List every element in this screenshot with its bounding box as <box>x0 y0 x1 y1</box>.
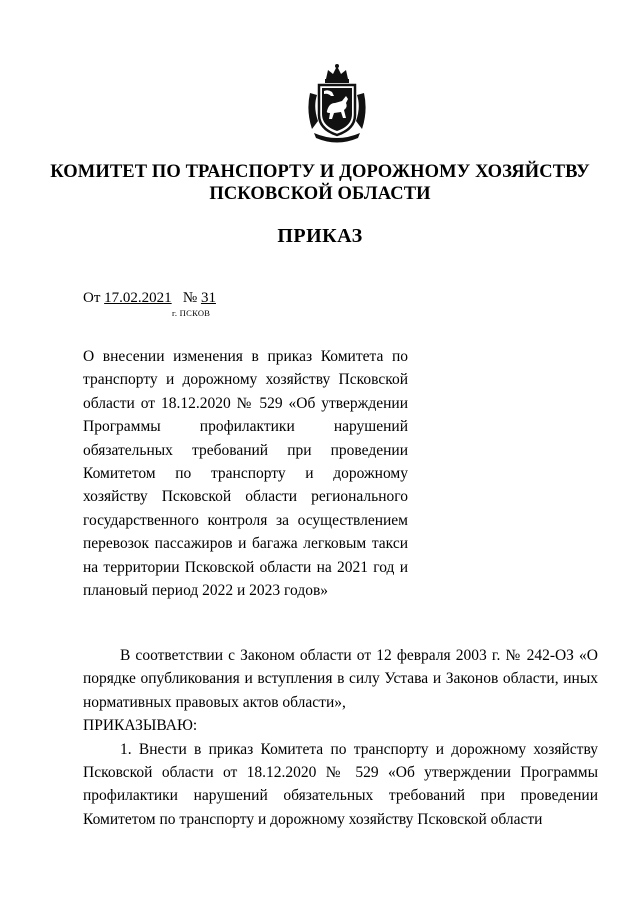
document-type-title: ПРИКАЗ <box>277 225 363 247</box>
organization-name-line-1: КОМИТЕТ ПО ТРАНСПОРТУ И ДОРОЖНОМУ ХОЗЯЙСТВУ <box>50 162 590 182</box>
date-prefix: От <box>83 290 105 306</box>
order-item-1: 1. Внести в приказ Комитета по транспорту и дорожному хозяйству Псковской области от 18.12.2020 № 529 «Об утверждении Программы профилактики нарушений обязательных требований при проведении Комитетом по транспорту и дорожному хозяйству Псковской области <box>83 740 598 828</box>
order-directive-word: ПРИКАЗЫВАЮ: <box>83 717 198 735</box>
preamble-paragraph: В соответствии с Законом области от 12 февраля 2003 г. № 242-ОЗ «О порядке опубликования и вступления в силу Устава и Законов области, иных нормативных правовых актов области», <box>83 647 598 711</box>
coat-of-arms-emblem <box>302 63 372 143</box>
city-label: г. ПСКОВ <box>172 308 211 318</box>
pskov-region-coat-of-arms-icon <box>302 63 372 143</box>
order-subject: О внесении изменения в приказ Комитета по транспорту и дорожному хозяйству Псковской области от 18.12.2020 № 529 «Об утверждении Программы профилактики нарушений обязательных требований при проведении Комитетом по транспорту и дорожному хозяйству Псковской области регионального государственного контроля за осуществлением перевозок пассажиров и багажа легковым такси на территории Псковской области на 2021 год и плановый период 2022 и 2023 годов» <box>83 348 408 600</box>
order-reference-line <box>83 290 216 307</box>
organization-name-line-2: ПСКОВСКОЙ ОБЛАСТИ <box>209 184 431 204</box>
order-body <box>83 644 598 831</box>
number-prefix: № <box>182 290 201 306</box>
order-date: 17.02.2021 <box>104 290 172 306</box>
order-number: 31 <box>200 290 216 306</box>
